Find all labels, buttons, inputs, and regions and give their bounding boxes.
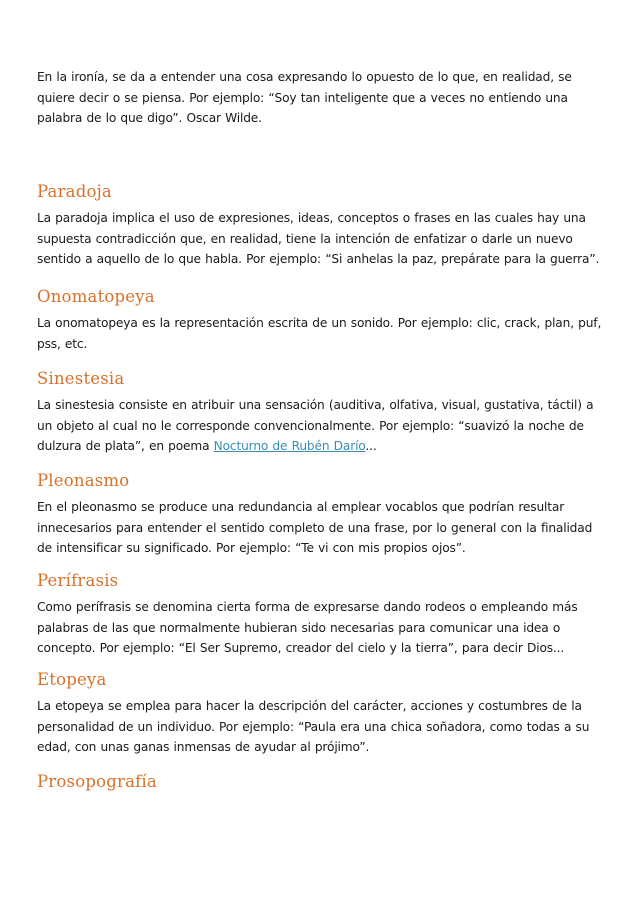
section-text-pleonasmo: En el pleonasmo se produce una redundancia al emplear vocablos que podrían resultar innecesarios para entender el sentido completo de una frase, por lo general con la finalidad de intensificar su significado. Por ejemplo: “Te vi con mis propios ojos”. <box>37 500 593 555</box>
section-sinestesia <box>37 369 607 457</box>
section-perifrasis <box>37 571 607 659</box>
section-onomatopeya <box>37 287 607 354</box>
section-heading-etopeya: Etopeya <box>37 670 107 689</box>
section-heading-prosopografia: Prosopografía <box>37 772 157 791</box>
section-text-perifrasis: Como perífrasis se denomina cierta forma de expresarse dando rodeos o empleando más palabras de las que normalmente hubieran sido necesarias para comunicar una idea o concepto. Por ejemplo: “El Ser Supremo, creador del cielo y la tierra”, para decir Dios... <box>37 600 578 655</box>
section-heading-perifrasis: Perífrasis <box>37 571 119 590</box>
section-heading-sinestesia: Sinestesia <box>37 369 125 388</box>
sinestesia-text-before: La sinestesia consiste en atribuir una sensación (auditiva, olfativa, visual, gustativa, táctil) a un objeto al cual no le corresponde convencionalmente. Por ejemplo: “suavizó la noche de dulzura de plata”, en poema <box>37 398 594 453</box>
section-prosopografia <box>37 772 607 792</box>
irony-paragraph-block <box>37 67 607 129</box>
section-heading-onomatopeya: Onomatopeya <box>37 287 155 306</box>
section-text-sinestesia <box>37 395 607 457</box>
section-paradoja <box>37 182 607 270</box>
section-heading-pleonasmo: Pleonasmo <box>37 471 130 490</box>
section-text-onomatopeya: La onomatopeya es la representación escrita de un sonido. Por ejemplo: clic, crack, plan, puf, pss, etc. <box>37 316 602 351</box>
section-pleonasmo <box>37 471 607 559</box>
section-heading-paradoja: Paradoja <box>37 182 112 201</box>
section-text-etopeya: La etopeya se emplea para hacer la descripción del carácter, acciones y costumbres de la personalidad de un individuo. Por ejemplo: “Paula era una chica soñadora, como todas a su edad, con unas ganas inmensas de ayudar al prójimo”. <box>37 699 590 754</box>
section-text-paradoja: La paradoja implica el uso de expresiones, ideas, conceptos o frases en las cuales hay una supuesta contradicción que, en realidad, tiene la intención de enfatizar o darle un nuevo sentido a aquello de lo que habla. Por ejemplo: “Si anhelas la paz, prepárate para la guerra”. <box>37 211 600 266</box>
nocturno-link[interactable]: Nocturno de Rubén Darío <box>213 439 366 453</box>
sinestesia-text-after: ... <box>365 439 377 453</box>
section-etopeya <box>37 670 607 758</box>
irony-paragraph: En la ironía, se da a entender una cosa expresando lo opuesto de lo que, en realidad, se quiere decir o se piensa. Por ejemplo: “Soy tan inteligente que a veces no entiendo una palabra de lo que digo”. Oscar Wilde. <box>37 70 572 125</box>
